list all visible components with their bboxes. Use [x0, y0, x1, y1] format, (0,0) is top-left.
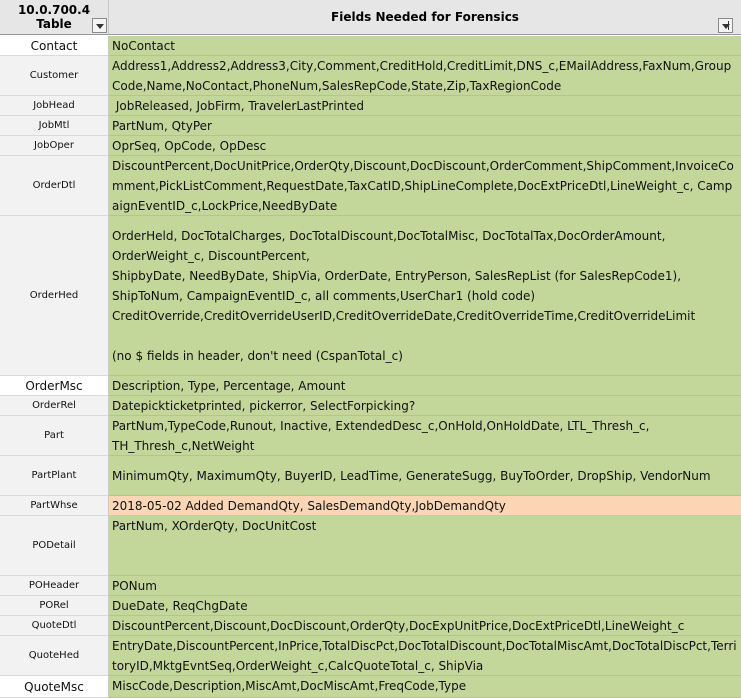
fields-cell[interactable]: Datepickticketprinted, pickerror, SelectForpicking?	[109, 396, 741, 416]
fields-cell[interactable]: MinimumQty, MaximumQty, BuyerID, LeadTime, GenerateSugg, BuyToOrder, DropShip, VendorNum	[109, 456, 741, 496]
table-row	[0, 516, 741, 576]
fields-cell[interactable]: DiscountPercent,DocUnitPrice,OrderQty,Discount,DocDiscount,OrderComment,ShipComment,InvoiceComment,PickListComment,RequestDate,TaxCatID,ShipLineComplete,DocExtPriceDtl,LineWeight_c, CampaignEventID_c,LockPrice,NeedByDate	[109, 156, 741, 216]
table-row	[0, 456, 741, 496]
table-name-cell[interactable]: QuoteHed	[0, 636, 109, 676]
table-row	[0, 36, 741, 56]
table-row	[0, 596, 741, 616]
table-name-cell[interactable]: OrderHed	[0, 216, 109, 376]
filter-dropdown-icon[interactable]	[92, 18, 107, 33]
fields-cell[interactable]: MiscCode,Description,MiscAmt,DocMiscAmt,FreqCode,Type	[109, 676, 741, 698]
table-row	[0, 216, 741, 376]
table-row	[0, 56, 741, 96]
table-row	[0, 616, 741, 636]
column-header-fields[interactable]	[109, 0, 741, 35]
table-row	[0, 96, 741, 116]
fields-cell[interactable]: PartNum,TypeCode,Runout, Inactive, ExtendedDesc_c,OnHold,OnHoldDate, LTL_Thresh_c, TH_Thresh_c,NetWeight	[109, 416, 741, 456]
table-name-cell[interactable]: PORel	[0, 596, 109, 616]
table-name-cell[interactable]: Contact	[0, 36, 109, 56]
table-row	[0, 376, 741, 396]
table-name-cell[interactable]: OrderDtl	[0, 156, 109, 216]
table-row	[0, 676, 741, 698]
fields-cell[interactable]: JobReleased, JobFirm, TravelerLastPrinted	[109, 96, 741, 116]
table-row	[0, 416, 741, 456]
table-name-cell[interactable]: QuoteMsc	[0, 676, 109, 698]
table-name-cell[interactable]: PartPlant	[0, 456, 109, 496]
table-name-cell[interactable]: JobOper	[0, 136, 109, 156]
fields-cell[interactable]: NoContact	[109, 36, 741, 56]
fields-cell[interactable]: OrderHeld, DocTotalCharges, DocTotalDiscount,DocTotalMisc, DocTotalTax,DocOrderAmount, OrderWeight_c, DiscountPercent, ShipbyDate, NeedByDate, ShipVia, OrderDate, EntryPerson, SalesRepList (for SalesRepCode1), ShipToNum, CampaignEventID_c, all comments,UserChar1 (hold code) CreditOverride,CreditOverrideUserID,CreditOverrideDate,CreditOverrideTime,CreditOverrideLimit (no $ fields in header, don't need (CspanTotal_c)	[109, 216, 741, 376]
table-row	[0, 636, 741, 676]
table-row-highlighted	[0, 496, 741, 516]
table-name-cell[interactable]: OrderRel	[0, 396, 109, 416]
table-name-cell[interactable]: JobHead	[0, 96, 109, 116]
table-name-cell[interactable]: JobMtl	[0, 116, 109, 136]
fields-cell[interactable]: OprSeq, OpCode, OpDesc	[109, 136, 741, 156]
fields-cell[interactable]: PONum	[109, 576, 741, 596]
column-header-fields-label: Fields Needed for Forensics	[331, 10, 519, 24]
fields-cell[interactable]: Address1,Address2,Address3,City,Comment,CreditHold,CreditLimit,DNS_c,EMailAddress,FaxNum,GroupCode,Name,NoContact,PhoneNum,SalesRepCode,State,Zip,TaxRegionCode	[109, 56, 741, 96]
table-name-cell[interactable]: QuoteDtl	[0, 616, 109, 636]
column-header-table[interactable]	[0, 0, 109, 35]
table-row	[0, 156, 741, 216]
fields-cell[interactable]: DiscountPercent,Discount,DocDiscount,OrderQty,DocExpUnitPrice,DocExtPriceDtl,LineWeight_c	[109, 616, 741, 636]
table-row	[0, 396, 741, 416]
fields-cell[interactable]: DueDate, ReqChgDate	[109, 596, 741, 616]
fields-cell[interactable]: PartNum, XOrderQty, DocUnitCost	[109, 516, 741, 576]
table-name-cell[interactable]: OrderMsc	[0, 376, 109, 396]
fields-cell[interactable]: PartNum, QtyPer	[109, 116, 741, 136]
table-name-cell[interactable]: PODetail	[0, 516, 109, 576]
fields-cell[interactable]: EntryDate,DiscountPercent,InPrice,TotalDiscPct,DocTotalDiscount,DocTotalMiscAmt,DocTotalDiscPct,TerritoryID,MktgEvntSeq,OrderWeight_c,CalcQuoteTotal_c, ShipVia	[109, 636, 741, 676]
table-name-cell[interactable]: POHeader	[0, 576, 109, 596]
table-row	[0, 576, 741, 596]
fields-cell[interactable]: Description, Type, Percentage, Amount	[109, 376, 741, 396]
filter-active-icon[interactable]	[718, 18, 733, 33]
fields-cell[interactable]: 2018-05-02 Added DemandQty, SalesDemandQty,JobDemandQty	[109, 496, 741, 516]
column-header-table-label: 10.0.700.4 Table	[17, 3, 91, 31]
table-name-cell[interactable]: PartWhse	[0, 496, 109, 516]
table-row	[0, 136, 741, 156]
table-row	[0, 116, 741, 136]
table-name-cell[interactable]: Part	[0, 416, 109, 456]
table-name-cell[interactable]: Customer	[0, 56, 109, 96]
